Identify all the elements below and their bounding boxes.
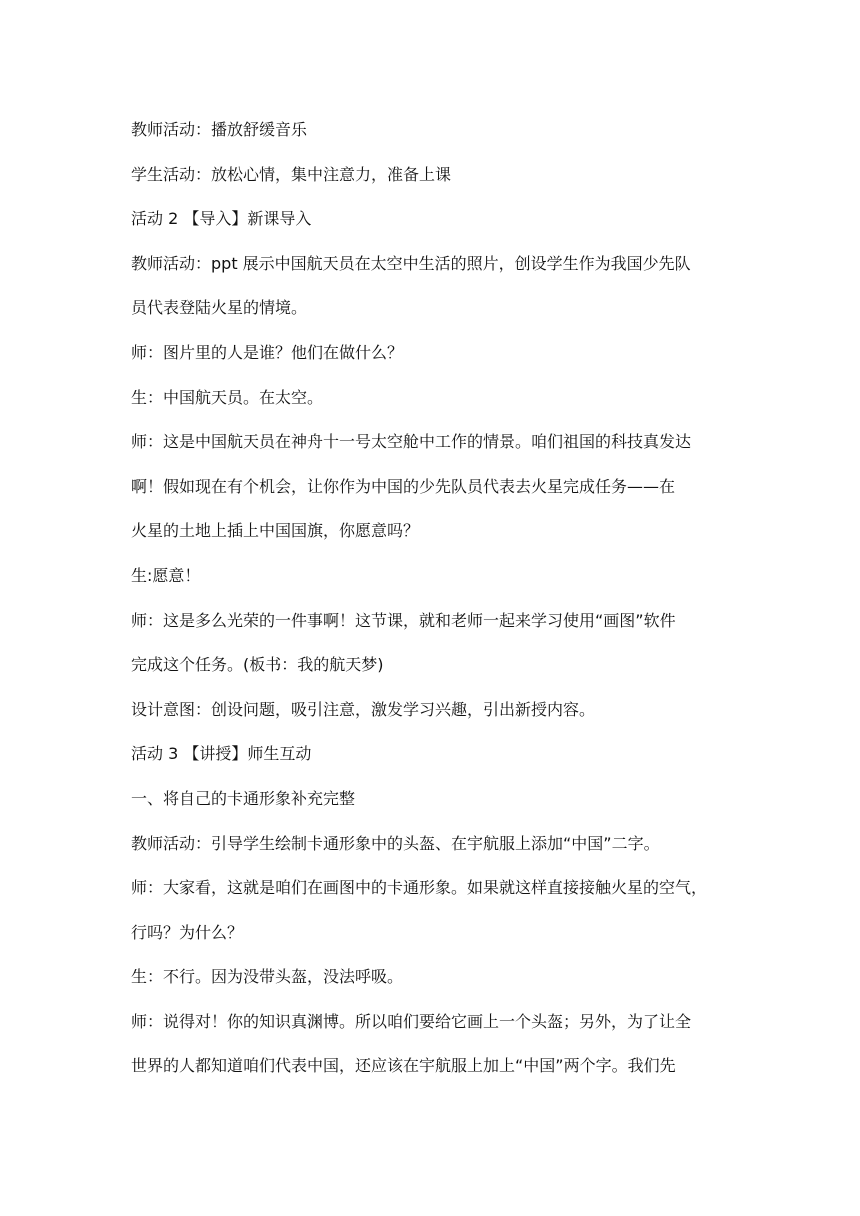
text-line: 师：说得对！你的知识真渊博。所以咱们要给它画上一个头盔；另外，为了让全 [131,1011,692,1031]
document-body [131,108,731,1089]
text-line: 完成这个任务。(板书：我的航天梦) [131,655,384,675]
text-line: 师：这是中国航天员在神舟十一号太空舱中工作的情景。咱们祖国的科技真发达 [131,432,692,452]
text-line: 生：不行。因为没带头盔，没法呼吸。 [131,967,404,987]
text-line: 学生活动：放松心情，集中注意力，准备上课 [131,164,452,184]
text-line: 行吗？为什么？ [131,922,244,942]
text-line: 教师活动：引导学生绘制卡通形象中的头盔、在宇航服上添加“中国”二字。 [131,833,660,853]
text-line: 师：这是多么光荣的一件事啊！这节课，就和老师一起来学习使用“画图”软件 [131,610,676,630]
section-heading: 活动 2 【导入】新课导入 [131,209,312,229]
text-line: 生：中国航天员。在太空。 [131,387,324,407]
text-line: 世界的人都知道咱们代表中国，还应该在宇航服上加上“中国”两个字。我们先 [131,1056,676,1076]
text-line: 设计意图：创设问题，吸引注意，激发学习兴趣，引出新授内容。 [131,699,596,719]
subsection-heading: 一、将自己的卡通形象补充完整 [131,788,356,808]
text-line: 师：图片里的人是谁？他们在做什么？ [131,342,404,362]
text-line: 教师活动：ppt 展示中国航天员在太空中生活的照片，创设学生作为我国少先队 [131,253,691,273]
text-line: 教师活动：播放舒缓音乐 [131,120,308,139]
text-line: 师：大家看，这就是咱们在画图中的卡通形象。如果就这样直接接触火星的空气， [131,878,708,898]
text-line: 生:愿意！ [131,565,201,585]
text-line: 员代表登陆火星的情境。 [131,298,308,318]
text-line: 啊！假如现在有个机会，让你作为中国的少先队员代表去火星完成任务——在 [131,476,676,496]
text-line: 火星的土地上插上中国国旗，你愿意吗？ [131,521,420,541]
section-heading: 活动 3 【讲授】师生互动 [131,744,312,764]
